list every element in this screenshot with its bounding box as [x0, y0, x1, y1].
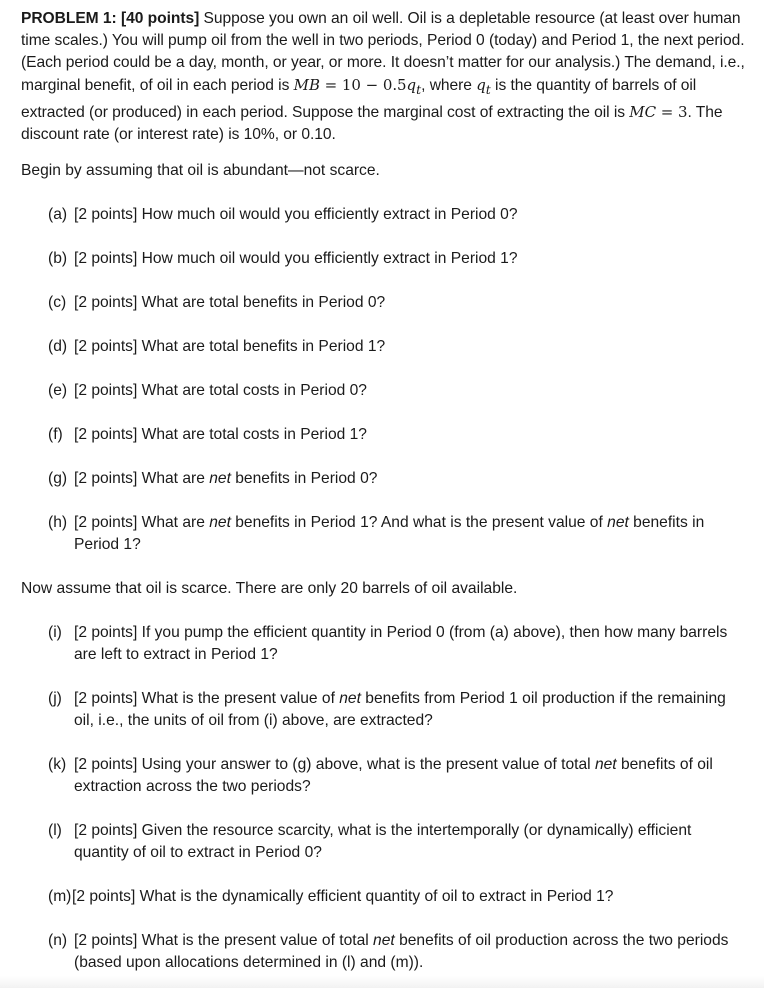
question-text: [2 points] How much oil would you efficiently extract in Period 0?	[74, 206, 518, 223]
question-label: (l)	[48, 822, 62, 839]
question-text: [2 points] What are total benefits in Period 1?	[74, 338, 386, 355]
question-text: [2 points] What is the dynamically efficient quantity of oil to extract in Period 1?	[72, 888, 614, 905]
question-text: [2 points] What are total costs in Period 0?	[74, 382, 367, 399]
question-text-post: benefits of oil extraction across the two periods?	[74, 756, 713, 795]
question-i	[48, 622, 738, 666]
mc-expression: = 3	[656, 103, 688, 121]
question-text-pre: [2 points] What is the present value of	[74, 690, 340, 707]
qt-symbol	[476, 76, 491, 97]
question-text-mid: benefits in Period 1? And what is the present value of	[230, 514, 608, 531]
question-text	[48, 512, 738, 556]
question-text-emphasis: net	[209, 514, 231, 531]
intro-text-5: . The discount rate (or interest rate) is 10%, or 0.10.	[21, 104, 723, 143]
question-f	[48, 424, 738, 446]
question-label: (n)	[48, 932, 68, 949]
part2-intro: Now assume that oil is scarce. There are only 20 barrels of oil available.	[21, 580, 518, 597]
mb-q-subscript: t	[416, 82, 422, 97]
question-a	[48, 204, 738, 226]
question-text-emphasis: net	[339, 690, 361, 707]
question-label: (a)	[48, 206, 68, 223]
problem-intro	[21, 8, 746, 146]
question-text-post: benefits from Period 1 oil production if the remaining oil, i.e., the units of oil from (i) above, are extracted?	[74, 690, 726, 729]
question-label: (b)	[48, 250, 68, 267]
question-label: (e)	[48, 382, 68, 399]
part1-intro: Begin by assuming that oil is abundant—not scarce.	[21, 162, 380, 179]
qt-sub: t	[485, 82, 491, 97]
question-label: (d)	[48, 338, 68, 355]
page-bottom-shade	[0, 976, 764, 988]
question-text: [2 points] Given the resource scarcity, what is the intertemporally (or dynamically) efficient quantity of oil to extract in Period 0?	[74, 822, 692, 861]
mb-expression: = 10 − 0.5	[319, 76, 407, 94]
question-label: (g)	[48, 470, 68, 487]
question-text-pre: [2 points] What are	[74, 470, 210, 487]
problem-heading: PROBLEM 1: [40 points]	[21, 10, 200, 27]
mc-symbol: MC	[629, 103, 657, 121]
question-label: (c)	[48, 294, 67, 311]
question-label: (i)	[48, 624, 62, 641]
question-text-emphasis-2: net	[607, 514, 629, 531]
question-d	[48, 336, 738, 358]
mb-formula	[293, 76, 422, 97]
question-g	[48, 468, 738, 490]
question-text-post: benefits in Period 0?	[230, 470, 378, 487]
intro-text-2: ,	[421, 77, 426, 94]
question-text	[48, 688, 738, 732]
intro-text-3: where	[429, 77, 477, 94]
intro-text-4: is the quantity of barrels of oil extracted (or produced) in each period. Suppose the marginal cost of extracting the oil is	[21, 77, 697, 121]
question-text	[48, 468, 738, 490]
question-text-emphasis: net	[209, 470, 231, 487]
question-h	[48, 512, 738, 556]
question-j	[48, 688, 738, 732]
question-text-emphasis: net	[594, 756, 617, 773]
question-m	[48, 886, 738, 908]
question-text-pre: [2 points] What are	[74, 514, 210, 531]
mb-q-symbol: q	[406, 76, 417, 94]
question-text-pre: [2 points] What is the present value of total	[74, 932, 374, 949]
question-k	[48, 754, 738, 798]
question-text-pre: [2 points] Using your answer to (g) above, what is the present value of total	[74, 756, 595, 773]
question-label: (h)	[48, 514, 68, 531]
question-label: (j)	[48, 690, 62, 707]
question-label: (m)	[48, 888, 72, 905]
question-c	[48, 292, 738, 314]
question-text: [2 points] How much oil would you efficiently extract in Period 1?	[74, 250, 518, 267]
question-text-emphasis: net	[373, 932, 395, 949]
question-text-post: benefits in Period 1?	[74, 514, 705, 553]
qt-q: q	[476, 76, 486, 94]
question-label: (f)	[48, 426, 63, 443]
question-text	[48, 754, 738, 798]
question-e	[48, 380, 738, 402]
question-text	[48, 930, 738, 974]
question-text: [2 points] What are total benefits in Period 0?	[74, 294, 386, 311]
question-text: [2 points] If you pump the efficient quantity in Period 0 (from (a) above), then how many barrels are left to extract in Period 1?	[74, 624, 728, 663]
mc-formula	[629, 103, 687, 121]
question-n	[48, 930, 738, 974]
question-l	[48, 820, 738, 864]
question-text: [2 points] What are total costs in Period 1?	[74, 426, 367, 443]
mb-symbol: MB	[293, 76, 320, 94]
question-text-post: benefits of oil production across the two periods (based upon allocations determined in (l) and (m)).	[74, 932, 729, 971]
intro-text-1: Suppose you own an oil well. Oil is a depletable resource (at least over human time scales.) You will pump oil from the well in two periods, Period 0 (today) and Period 1, the next period. (Each period could be a day, month, or year, or more. It doesn’t matter for our analysis.) The demand, i.e., marginal benefit, of oil in each period is	[21, 10, 745, 94]
question-label: (k)	[48, 756, 67, 773]
question-b	[48, 248, 738, 270]
